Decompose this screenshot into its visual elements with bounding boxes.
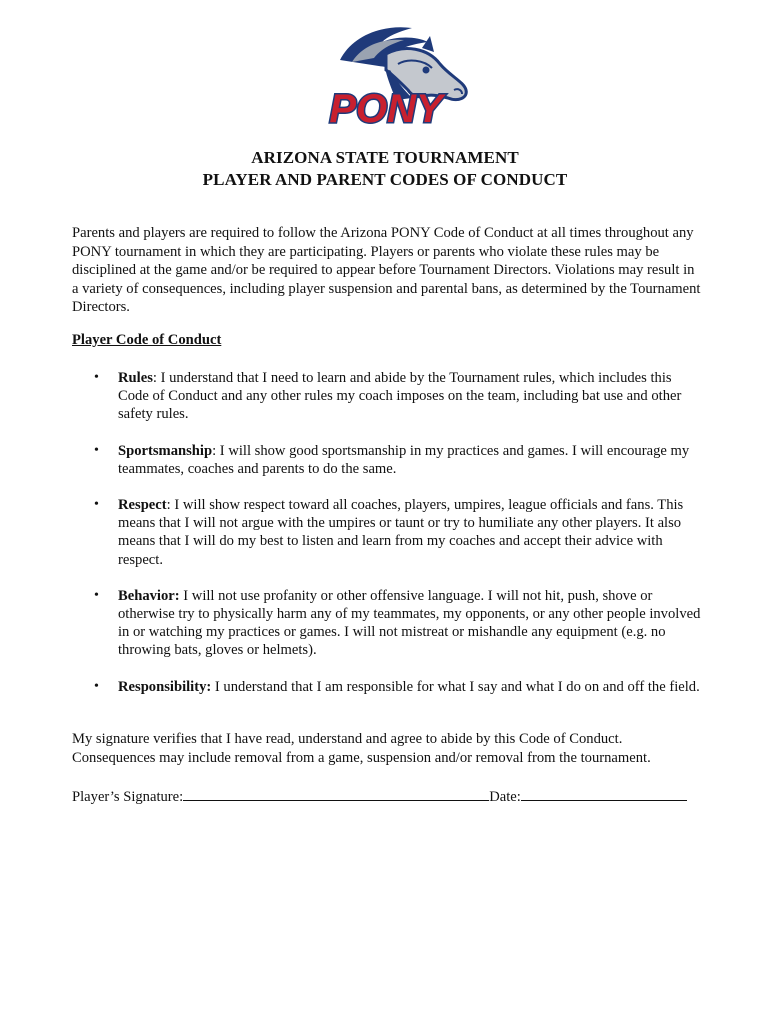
pony-wordmark-text: PONY (329, 87, 443, 130)
bullet-text: I understand that I need to learn and abide by the Tournament rules, which includes this Code of Conduct and any other rules my coach imposes on the team, including bat use and other safety rules. (118, 370, 682, 423)
bullet-icon: • (94, 442, 99, 458)
bullet-text: I understand that I am responsible for what I say and what I do on and off the field. (211, 678, 700, 695)
player-signature-field[interactable] (183, 786, 489, 801)
bullet-text: I will not use profanity or other offensive language. I will not hit, push, shove or otherwise try to physically harm any of my teammates, my opponents, or any other people involved in or watching my practices or games. I will not mistreat or mishandle any equipment (e.g. no throwing bats, gloves or helmets). (118, 587, 701, 659)
bullet-term: Sportsmanship (118, 442, 213, 459)
code-of-conduct-list (72, 369, 702, 714)
signature-line (72, 786, 687, 806)
list-item (72, 442, 702, 478)
bullet-term: Responsibility: (118, 678, 212, 695)
bullet-icon: • (94, 497, 99, 513)
player-signature-label: Player’s Signature: (72, 789, 184, 805)
page-title-line-2: PLAYER AND PARENT CODES OF CONDUCT (202, 170, 568, 189)
list-item (72, 587, 702, 660)
bullet-separator: : (212, 442, 217, 459)
pony-wordmark (300, 86, 472, 130)
bullet-term: Rules (118, 370, 153, 386)
pony-wordmark-graphic (300, 86, 472, 130)
list-item (72, 496, 702, 569)
bullet-icon: • (94, 370, 99, 385)
intro-paragraph: Parents and players are required to follow the Arizona PONY Code of Conduct at all times throughout any PONY tournament in which they are participating. Players or parents who violate these rules may be disciplined at the game and/or be required to appear before Tournament Directors. Violations may result in a variety of consequences, including player suspension and parental bans, as determined by the Tournament Directors. (72, 225, 701, 316)
bullet-separator: : (166, 497, 171, 514)
date-label: Date: (489, 789, 521, 805)
date-field[interactable] (521, 786, 687, 801)
list-item (72, 678, 702, 696)
bullet-icon: • (94, 587, 99, 603)
page-title-line-1: ARIZONA STATE TOURNAMENT (251, 148, 519, 167)
list-item (72, 369, 702, 424)
bullet-text: I will show good sportsmanship in my practices and games. I will encourage my teammates, coaches and parents to do the same. (118, 442, 690, 477)
bullet-term: Respect (118, 497, 167, 514)
section-heading: Player Code of Conduct (72, 332, 222, 348)
closing-paragraph: My signature verifies that I have read, understand and agree to abide by this Code of Conduct. Consequences may include removal from a game, suspension and/or removal from the tournament. (72, 731, 651, 766)
bullet-text: I will show respect toward all coaches, players, umpires, league officials and fans. This means that I will not argue with the umpires or taunt or try to humiliate any other players. It also means that I will do my best to listen and learn from my coaches and accept their advice with respect. (118, 497, 684, 568)
bullet-icon: • (94, 678, 99, 694)
bullet-term: Behavior: (118, 587, 180, 604)
bullet-separator: : (152, 370, 157, 386)
